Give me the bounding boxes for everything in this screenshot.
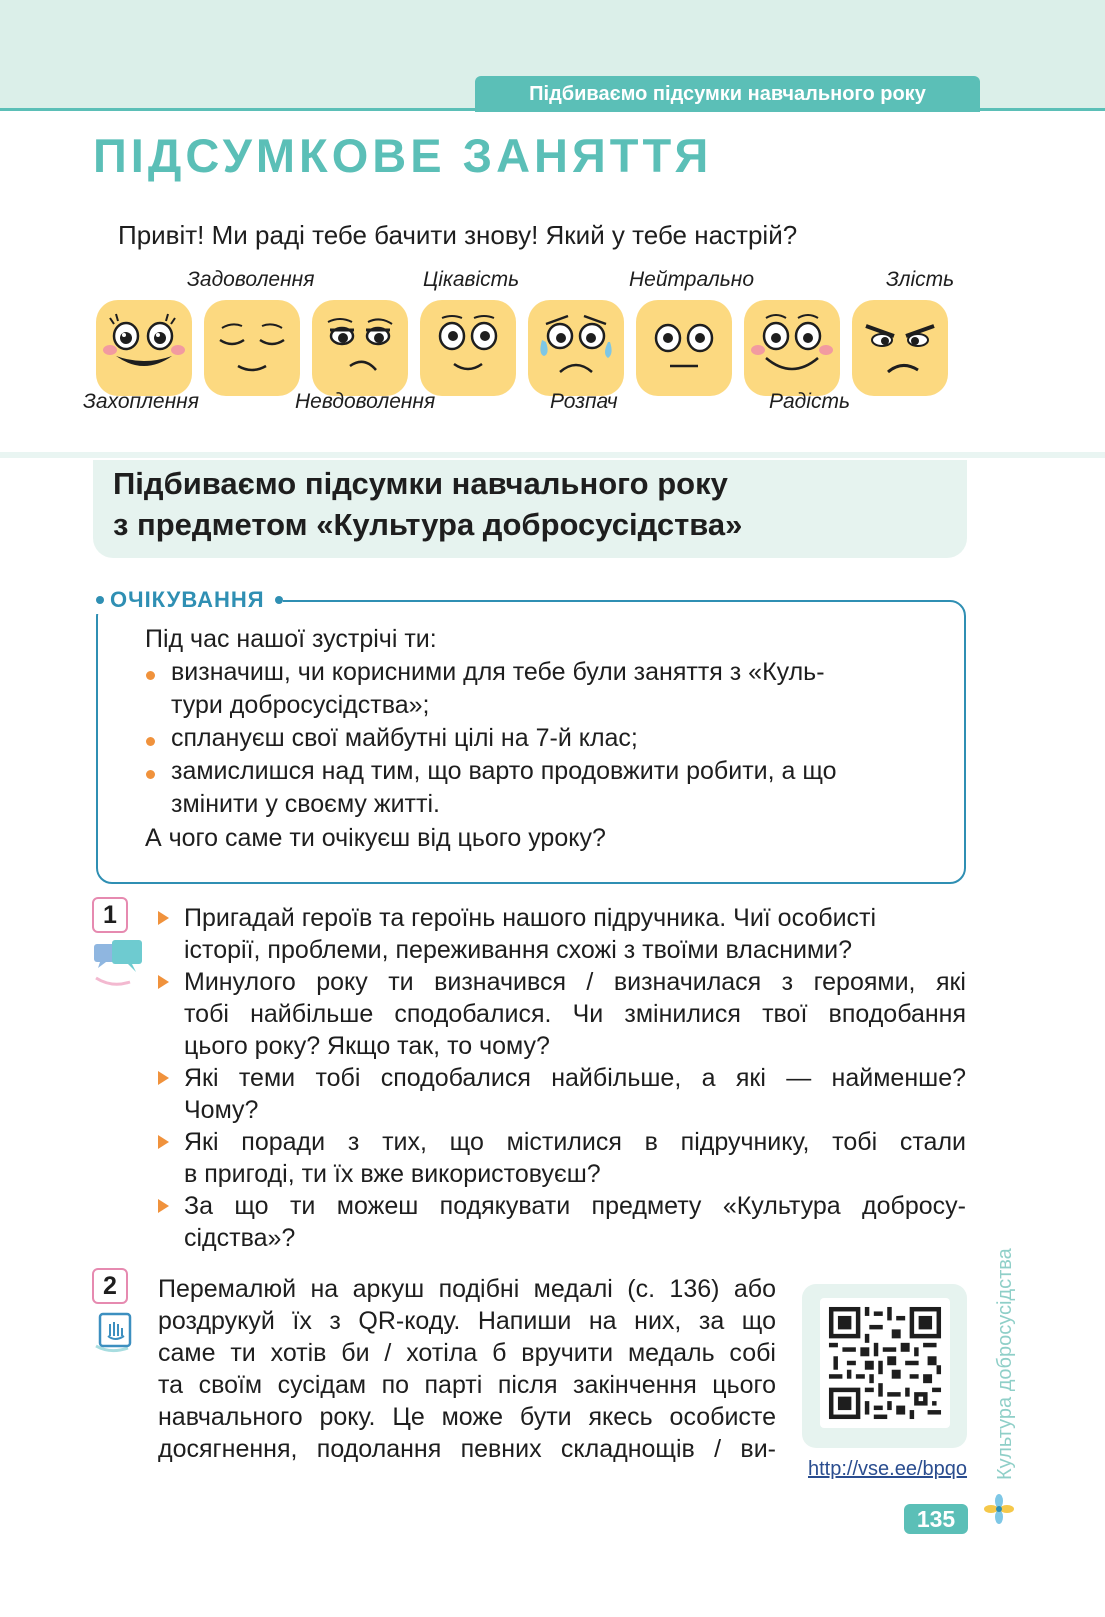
topic-line-2: з предметом «Культура добросусідства»: [113, 507, 743, 542]
flower-icon: [984, 1494, 1014, 1529]
arrow-bullet-icon: [158, 1135, 169, 1149]
despair-face-icon: [528, 300, 624, 396]
expectations-outro: А чого саме ти очікуєш від цього уроку?: [145, 824, 606, 852]
neutral-face-icon: [636, 300, 732, 396]
bullet-icon: [146, 770, 155, 779]
mood-label-excitement: Захоплення: [83, 390, 199, 413]
expectation-item: визначиш, чи корисними для тебе були заняття з «Куль-: [171, 658, 825, 686]
task2-text-line: навчального року. Це може бути якесь особисте: [158, 1403, 776, 1431]
qr-link[interactable]: http://vse.ee/bpqo: [808, 1458, 968, 1480]
arrow-bullet-icon: [158, 1071, 169, 1085]
question-item: Пригадай героїв та героїнь нашого підручника. Чиї особисті: [184, 904, 877, 932]
dot-icon: [96, 596, 104, 604]
expectations-label: ОЧІКУВАННЯ: [110, 587, 265, 612]
section-tab: Підбиваємо підсумки навчального року: [475, 76, 980, 112]
mood-label-despair: Розпач: [550, 390, 618, 413]
arrow-bullet-icon: [158, 975, 169, 989]
expectation-item: сплануєш свої майбутні цілі на 7-й клас;: [171, 724, 638, 752]
mood-faces: [96, 300, 976, 400]
running-side-title: Культура добросусідства: [994, 1248, 1016, 1480]
mood-label-displeasure: Невдоволення: [295, 390, 436, 413]
arrow-bullet-icon: [158, 911, 169, 925]
mood-label-joy: Радість: [769, 390, 850, 413]
question-item: Які теми тобі сподобалися найбільше, а які — найменше?: [184, 1064, 966, 1092]
task2-text-line: роздрукуй їх з QR-коду. Напиши на них, за що: [158, 1307, 776, 1335]
discussion-icon: [92, 938, 148, 995]
task-number: 2: [92, 1268, 128, 1304]
mood-label-curiosity: Цікавість: [423, 268, 520, 291]
bullet-icon: [146, 737, 155, 746]
question-item-cont: Чому?: [184, 1096, 259, 1124]
question-item: Які поради з тих, що містилися в підручнику, тобі стали: [184, 1128, 966, 1156]
expectations-intro: Під час нашої зустрічі ти:: [145, 625, 437, 653]
expectation-item: замислишся над тим, що варто продовжити робити, а що: [171, 757, 837, 785]
expectation-item-cont: тури добросусідства»;: [171, 691, 430, 719]
joy-face-icon: [744, 300, 840, 396]
excited-face-icon: [96, 300, 192, 396]
mood-label-neutral: Нейтрально: [629, 268, 755, 291]
question-item-cont: сідства»?: [184, 1224, 296, 1252]
page-title: ПІДСУМКОВЕ ЗАНЯТТЯ: [93, 129, 713, 182]
displeased-face-icon: [312, 300, 408, 396]
question-item-cont: тобі найбільше сподобалися. Чи змінилися твої вподобання: [184, 1000, 966, 1028]
greeting-text: Привіт! Ми раді тебе бачити знову! Який у тебе настрій?: [118, 220, 798, 250]
content-face-icon: [204, 300, 300, 396]
expectations-header: [96, 586, 283, 614]
task2-text-line: та своїм сусідам по парті після закінчення цього: [158, 1371, 776, 1399]
task2-text-line: досягнення, подолання певних складнощів / ви-: [158, 1435, 776, 1463]
dot-icon: [275, 596, 283, 604]
bullet-icon: [146, 671, 155, 680]
arrow-bullet-icon: [158, 1199, 169, 1213]
question-item-cont: в пригоді, ти їх вже використовуєш?: [184, 1160, 601, 1188]
question-item: Минулого року ти визначився / визначилася з героями, які: [184, 968, 966, 996]
angry-face-icon: [852, 300, 948, 396]
task-number: 1: [92, 897, 128, 933]
page-number: 135: [904, 1504, 968, 1534]
mood-label-anger: Злість: [886, 268, 955, 291]
task2-text-line: саме ти хотів би / хотіла б вручити медаль собі: [158, 1339, 776, 1367]
lesson-topic-box: [93, 460, 967, 558]
hand-on-paper-icon: [92, 1310, 140, 1361]
qr-code-panel: [802, 1284, 967, 1448]
question-item-cont: історії, проблеми, переживання схожі з твоїми власними?: [184, 936, 853, 964]
mood-label-satisfaction: Задоволення: [187, 268, 315, 291]
topic-line-1: Підбиваємо підсумки навчального року: [113, 466, 728, 501]
expectation-item-cont: змінити у своєму житті.: [171, 790, 440, 818]
divider: [0, 452, 1105, 458]
question-item: За що ти можеш подякувати предмету «Культура добросу-: [184, 1192, 966, 1220]
curious-face-icon: [420, 300, 516, 396]
question-item-cont: цього року? Якщо так, то чому?: [184, 1032, 550, 1060]
qr-code[interactable]: [820, 1298, 950, 1428]
task2-text-line: Перемалюй на аркуш подібні медалі (с. 136) або: [158, 1275, 776, 1303]
